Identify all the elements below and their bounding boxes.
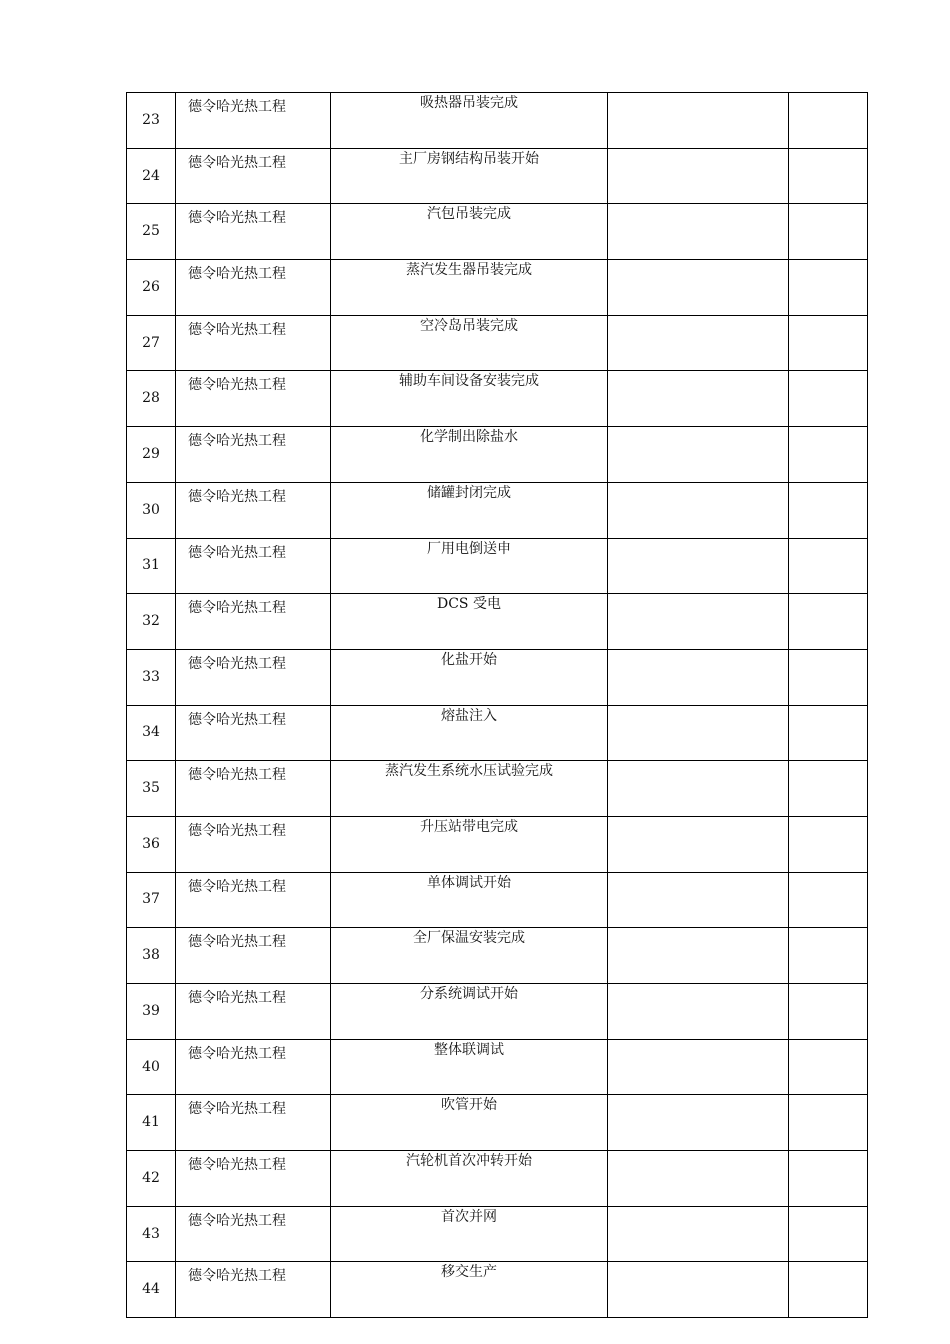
blank-cell-5 bbox=[789, 371, 868, 427]
row-number-cell: 44 bbox=[127, 1262, 176, 1318]
milestone-cell: 空冷岛吊装完成 bbox=[331, 315, 608, 371]
table-row bbox=[127, 649, 868, 705]
row-number-cell: 27 bbox=[127, 315, 176, 371]
blank-cell-5 bbox=[789, 260, 868, 316]
table-row bbox=[127, 594, 868, 650]
milestone-cell: 汽包吊装完成 bbox=[331, 204, 608, 260]
row-number-cell: 39 bbox=[127, 984, 176, 1040]
table-row bbox=[127, 1262, 868, 1318]
table-body bbox=[127, 93, 868, 1318]
milestone-cell: 储罐封闭完成 bbox=[331, 482, 608, 538]
project-name-cell: 德令哈光热工程 bbox=[176, 427, 331, 483]
blank-cell-5 bbox=[789, 93, 868, 149]
project-name-cell: 德令哈光热工程 bbox=[176, 260, 331, 316]
row-number-cell: 36 bbox=[127, 816, 176, 872]
blank-cell-5 bbox=[789, 1095, 868, 1151]
project-name-cell: 德令哈光热工程 bbox=[176, 1095, 331, 1151]
row-number-cell: 28 bbox=[127, 371, 176, 427]
milestone-cell: 单体调试开始 bbox=[331, 872, 608, 928]
blank-cell-5 bbox=[789, 984, 868, 1040]
milestone-cell: 升压站带电完成 bbox=[331, 816, 608, 872]
project-name-cell: 德令哈光热工程 bbox=[176, 872, 331, 928]
row-number-cell: 38 bbox=[127, 928, 176, 984]
blank-cell-5 bbox=[789, 1206, 868, 1262]
table-row bbox=[127, 204, 868, 260]
milestone-cell: 吹管开始 bbox=[331, 1095, 608, 1151]
milestone-cell: 蒸汽发生器吊装完成 bbox=[331, 260, 608, 316]
table-row bbox=[127, 427, 868, 483]
blank-cell-4 bbox=[608, 93, 789, 149]
project-name-cell: 德令哈光热工程 bbox=[176, 1206, 331, 1262]
table-row bbox=[127, 984, 868, 1040]
blank-cell-4 bbox=[608, 260, 789, 316]
blank-cell-5 bbox=[789, 1151, 868, 1207]
table-row bbox=[127, 1039, 868, 1095]
blank-cell-5 bbox=[789, 315, 868, 371]
blank-cell-5 bbox=[789, 761, 868, 817]
milestone-cell: DCS 受电 bbox=[331, 594, 608, 650]
project-name-cell: 德令哈光热工程 bbox=[176, 928, 331, 984]
row-number-cell: 37 bbox=[127, 872, 176, 928]
row-number-cell: 32 bbox=[127, 594, 176, 650]
blank-cell-4 bbox=[608, 1039, 789, 1095]
project-name-cell: 德令哈光热工程 bbox=[176, 816, 331, 872]
table-row bbox=[127, 371, 868, 427]
blank-cell-5 bbox=[789, 928, 868, 984]
project-name-cell: 德令哈光热工程 bbox=[176, 204, 331, 260]
blank-cell-4 bbox=[608, 872, 789, 928]
project-name-cell: 德令哈光热工程 bbox=[176, 371, 331, 427]
milestone-cell: 蒸汽发生系统水压试验完成 bbox=[331, 761, 608, 817]
project-name-cell: 德令哈光热工程 bbox=[176, 538, 331, 594]
blank-cell-5 bbox=[789, 649, 868, 705]
blank-cell-4 bbox=[608, 705, 789, 761]
milestone-cell: 主厂房钢结构吊装开始 bbox=[331, 148, 608, 204]
milestone-cell: 化学制出除盐水 bbox=[331, 427, 608, 483]
row-number-cell: 40 bbox=[127, 1039, 176, 1095]
blank-cell-4 bbox=[608, 984, 789, 1040]
blank-cell-4 bbox=[608, 816, 789, 872]
project-name-cell: 德令哈光热工程 bbox=[176, 705, 331, 761]
row-number-cell: 42 bbox=[127, 1151, 176, 1207]
row-number-cell: 25 bbox=[127, 204, 176, 260]
project-name-cell: 德令哈光热工程 bbox=[176, 649, 331, 705]
milestone-cell: 吸热器吊装完成 bbox=[331, 93, 608, 149]
blank-cell-4 bbox=[608, 928, 789, 984]
milestone-cell: 熔盐注入 bbox=[331, 705, 608, 761]
table-row bbox=[127, 1151, 868, 1207]
milestone-cell: 整体联调试 bbox=[331, 1039, 608, 1095]
blank-cell-4 bbox=[608, 315, 789, 371]
blank-cell-4 bbox=[608, 371, 789, 427]
blank-cell-4 bbox=[608, 427, 789, 483]
blank-cell-5 bbox=[789, 1039, 868, 1095]
table-row bbox=[127, 538, 868, 594]
blank-cell-4 bbox=[608, 1151, 789, 1207]
table-row bbox=[127, 928, 868, 984]
row-number-cell: 30 bbox=[127, 482, 176, 538]
project-name-cell: 德令哈光热工程 bbox=[176, 1151, 331, 1207]
blank-cell-5 bbox=[789, 204, 868, 260]
row-number-cell: 41 bbox=[127, 1095, 176, 1151]
table-row bbox=[127, 315, 868, 371]
blank-cell-5 bbox=[789, 816, 868, 872]
blank-cell-4 bbox=[608, 1206, 789, 1262]
row-number-cell: 43 bbox=[127, 1206, 176, 1262]
table-row bbox=[127, 93, 868, 149]
project-name-cell: 德令哈光热工程 bbox=[176, 761, 331, 817]
blank-cell-4 bbox=[608, 204, 789, 260]
row-number-cell: 31 bbox=[127, 538, 176, 594]
blank-cell-5 bbox=[789, 482, 868, 538]
table-row bbox=[127, 260, 868, 316]
project-name-cell: 德令哈光热工程 bbox=[176, 482, 331, 538]
row-number-cell: 26 bbox=[127, 260, 176, 316]
blank-cell-5 bbox=[789, 538, 868, 594]
milestone-cell: 分系统调试开始 bbox=[331, 984, 608, 1040]
table-row bbox=[127, 761, 868, 817]
table-row bbox=[127, 816, 868, 872]
blank-cell-5 bbox=[789, 594, 868, 650]
row-number-cell: 24 bbox=[127, 148, 176, 204]
blank-cell-4 bbox=[608, 1262, 789, 1318]
milestone-cell: 首次并网 bbox=[331, 1206, 608, 1262]
project-name-cell: 德令哈光热工程 bbox=[176, 1039, 331, 1095]
blank-cell-4 bbox=[608, 761, 789, 817]
blank-cell-4 bbox=[608, 649, 789, 705]
blank-cell-5 bbox=[789, 427, 868, 483]
milestone-cell: 厂用电倒送申 bbox=[331, 538, 608, 594]
blank-cell-5 bbox=[789, 872, 868, 928]
milestone-cell: 汽轮机首次冲转开始 bbox=[331, 1151, 608, 1207]
blank-cell-4 bbox=[608, 1095, 789, 1151]
row-number-cell: 33 bbox=[127, 649, 176, 705]
row-number-cell: 35 bbox=[127, 761, 176, 817]
project-name-cell: 德令哈光热工程 bbox=[176, 1262, 331, 1318]
row-number-cell: 34 bbox=[127, 705, 176, 761]
blank-cell-5 bbox=[789, 705, 868, 761]
blank-cell-4 bbox=[608, 538, 789, 594]
project-name-cell: 德令哈光热工程 bbox=[176, 594, 331, 650]
blank-cell-4 bbox=[608, 594, 789, 650]
blank-cell-5 bbox=[789, 148, 868, 204]
row-number-cell: 29 bbox=[127, 427, 176, 483]
milestone-cell: 全厂保温安装完成 bbox=[331, 928, 608, 984]
milestone-table bbox=[126, 92, 868, 1318]
project-name-cell: 德令哈光热工程 bbox=[176, 315, 331, 371]
project-name-cell: 德令哈光热工程 bbox=[176, 148, 331, 204]
milestone-cell: 化盐开始 bbox=[331, 649, 608, 705]
table-row bbox=[127, 1206, 868, 1262]
table-row bbox=[127, 705, 868, 761]
table-row bbox=[127, 1095, 868, 1151]
project-name-cell: 德令哈光热工程 bbox=[176, 93, 331, 149]
table-row bbox=[127, 872, 868, 928]
table-row bbox=[127, 482, 868, 538]
blank-cell-4 bbox=[608, 482, 789, 538]
row-number-cell: 23 bbox=[127, 93, 176, 149]
milestone-cell: 移交生产 bbox=[331, 1262, 608, 1318]
milestone-cell: 辅助车间设备安装完成 bbox=[331, 371, 608, 427]
blank-cell-4 bbox=[608, 148, 789, 204]
project-name-cell: 德令哈光热工程 bbox=[176, 984, 331, 1040]
table-row bbox=[127, 148, 868, 204]
blank-cell-5 bbox=[789, 1262, 868, 1318]
